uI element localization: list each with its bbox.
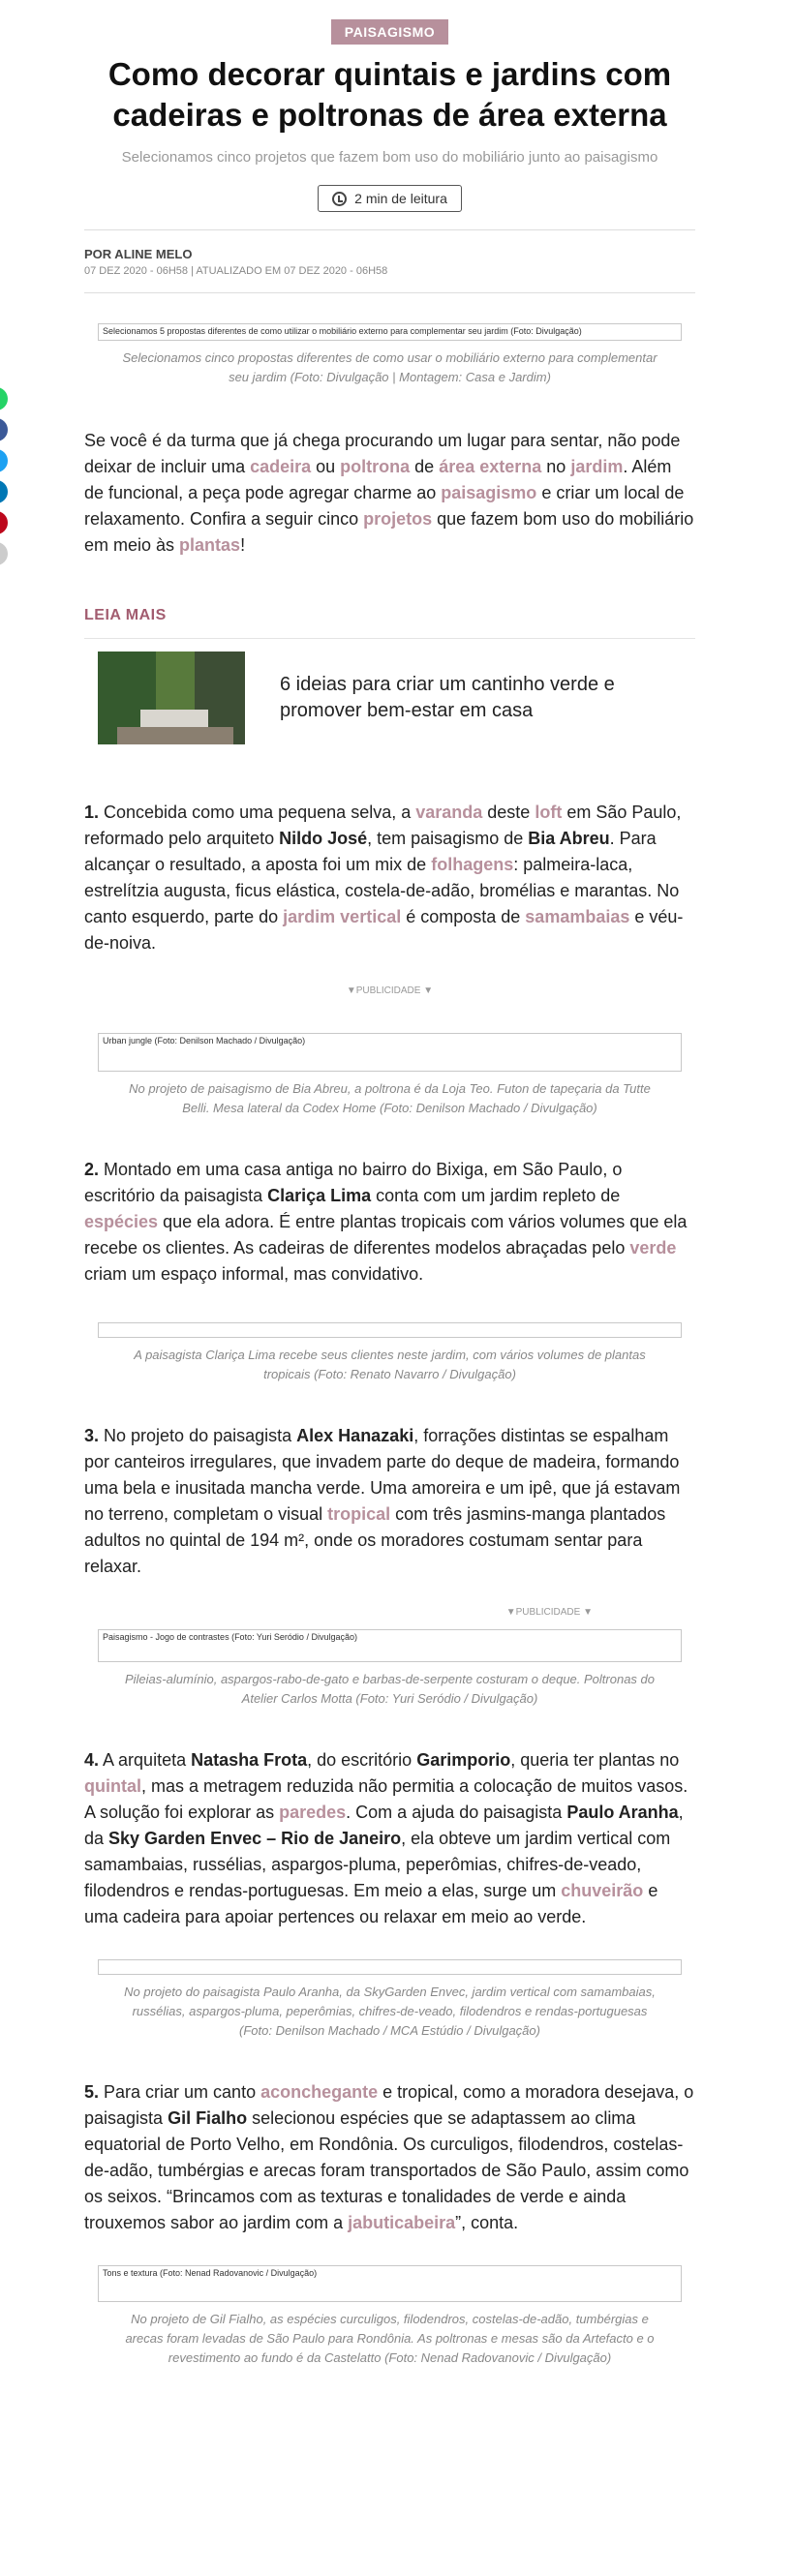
figure-2 <box>98 1033 682 1118</box>
advert-label: ▼PUBLICIDADE ▼ <box>505 1607 593 1618</box>
bold-text: 5. <box>84 2082 100 2102</box>
image-caption: No projeto do paisagista Paulo Aranha, da SkyGarden Envec, jardim vertical com samambaias, russélias, aspargos-pluma, peperômias, chifres-de-veado, filodendros e rendas-portuguesas (Foto: Denilson Machado / MCA Estúdio / Divulgação) <box>124 1985 656 2038</box>
bold-text: Nildo José <box>279 829 368 848</box>
category-tag[interactable]: PAISAGISMO <box>331 19 448 45</box>
advert-label: ▼PUBLICIDADE ▼ <box>346 985 434 996</box>
page-title: Como decorar quintais e jardins com cadeiras e poltronas de área externa <box>107 56 672 133</box>
author-name: POR ALINE MELO <box>84 247 193 261</box>
article-image[interactable]: Tons e textura (Foto: Nenad Radovanovic / Divulgação) <box>98 2265 682 2302</box>
clock-icon <box>332 192 347 206</box>
page-subtitle: Selecionamos cinco projetos que fazem bom uso do mobiliário junto ao paisagismo <box>121 149 658 166</box>
publish-dates: 07 DEZ 2020 - 06H58 | ATUALIZADO EM 07 DEZ 2020 - 06H58 <box>84 265 388 277</box>
pinterest-share-icon[interactable] <box>0 511 8 534</box>
bold-text: 2. <box>84 1160 100 1179</box>
figure-5 <box>98 1959 682 2041</box>
figure-6 <box>98 2265 682 2368</box>
topic-link[interactable]: paisagismo <box>441 483 537 502</box>
bold-text: Gil Fialho <box>168 2108 248 2128</box>
topic-link[interactable]: jabuticabeira <box>348 2213 456 2232</box>
topic-link[interactable]: chuveirão <box>561 1881 644 1900</box>
bold-text: 3. <box>84 1426 100 1445</box>
paragraph-1: 1. Concebida como uma pequena selva, a varanda deste loft em São Paulo, reformado pelo arquiteto Nildo José, tem paisagismo de Bia Abreu. Para alcançar o resultado, a aposta foi um mix de folhagens: palmeira-laca, estrelítzia augusta, ficus elástica, costela-de-adão, bromélias e marantas. No canto esquerdo, parte do jardim vertical é composta de samambaias e véu-de-noiva. <box>84 803 684 953</box>
paragraph-4: 4. A arquiteta Natasha Frota, do escritório Garimporio, queria ter plantas no quintal, mas a metragem reduzida não permitia a colocação de muitos vasos. A solução foi explorar as paredes. Com a ajuda do paisagista Paulo Aranha, da Sky Garden Envec – Rio de Janeiro, ela obteve um jardim vertical com samambaias, russélias, aspargos-pluma, peperômias, chifres-de-veado, filodendros e rendas-portuguesas. Em meio a elas, surge um chuveirão e uma cadeira para apoiar pertences ou relaxar em meio ao verde. <box>84 1750 688 1926</box>
article-image[interactable]: Selecionamos 5 propostas diferentes de como utilizar o mobiliário externo para complementar seu jardim (Foto: Divulgação) <box>98 323 682 341</box>
whatsapp-share-icon[interactable] <box>0 387 8 410</box>
facebook-share-icon[interactable] <box>0 418 8 441</box>
image-caption: No projeto de paisagismo de Bia Abreu, a poltrona é da Loja Teo. Futon de tapeçaria da Tutte Belli. Mesa lateral da Codex Home (Foto: Denilson Machado / Divulgação) <box>129 1081 651 1115</box>
topic-link[interactable]: plantas <box>179 535 241 555</box>
article-image[interactable] <box>98 1322 682 1338</box>
topic-link[interactable]: varanda <box>415 803 483 822</box>
leia-mais-card[interactable] <box>84 638 695 757</box>
topic-link[interactable]: aconchegante <box>260 2082 379 2102</box>
topic-link[interactable]: samambaias <box>525 907 630 926</box>
topic-link[interactable]: verde <box>629 1238 677 1258</box>
figure-3 <box>98 1322 682 1384</box>
bold-text: Paulo Aranha <box>566 1803 679 1822</box>
bold-text: Garimporio <box>416 1750 511 1770</box>
share-bar <box>0 387 8 573</box>
bold-text: Alex Hanazaki <box>296 1426 414 1445</box>
bold-text: Sky Garden Envec – Rio de Janeiro <box>108 1829 402 1848</box>
leia-mais-title[interactable]: 6 ideias para criar um cantinho verde e promover bem-estar em casa <box>280 674 615 721</box>
read-time-badge <box>318 185 462 212</box>
read-time-label: 2 min de leitura <box>354 191 447 206</box>
article-image[interactable]: Urban jungle (Foto: Denilson Machado / Divulgação) <box>98 1033 682 1072</box>
linkedin-share-icon[interactable] <box>0 480 8 503</box>
topic-link[interactable]: jardim vertical <box>283 907 402 926</box>
figure-4 <box>98 1629 682 1709</box>
twitter-share-icon[interactable] <box>0 449 8 472</box>
bold-text: 1. <box>84 803 100 822</box>
paragraph-2: 2. Montado em uma casa antiga no bairro do Bixiga, em São Paulo, o escritório da paisagista Clariça Lima conta com um jardim repleto de espécies que ela adora. É entre plantas tropicais com vários volumes que ela recebe os clientes. As cadeiras de diferentes modelos abraçadas pelo verde criam um espaço informal, mas convidativo. <box>84 1160 688 1284</box>
article <box>84 0 695 2368</box>
image-caption: A paisagista Clariça Lima recebe seus clientes neste jardim, com vários volumes de plantas tropicais (Foto: Renato Navarro / Divulgação) <box>134 1348 646 1381</box>
topic-link[interactable]: área externa <box>439 457 542 476</box>
image-caption: Selecionamos cinco propostas diferentes de como usar o mobiliário externo para complementar seu jardim (Foto: Divulgação | Montagem: Casa e Jardim) <box>122 350 657 384</box>
topic-link[interactable]: loft <box>535 803 563 822</box>
topic-link[interactable]: cadeira <box>250 457 312 476</box>
article-image[interactable]: Paisagismo - Jogo de contrastes (Foto: Yuri Seródio / Divulgação) <box>98 1629 682 1662</box>
bold-text: Bia Abreu <box>528 829 610 848</box>
image-caption: No projeto de Gil Fialho, as espécies curculigos, filodendros, costelas-de-adão, tumbérgias e arecas foram levadas de São Paulo para Rondônia. As poltronas e mesas são da Artefacto e o revestimento ao fundo é da Castelatto (Foto: Nenad Radovanovic / Divulgação) <box>125 2312 655 2365</box>
leia-mais-thumbnail[interactable] <box>98 652 245 744</box>
image-caption: Pileias-alumínio, aspargos-rabo-de-gato e barbas-de-serpente costuram o deque. Poltronas do Atelier Carlos Motta (Foto: Yuri Seródio / Divulgação) <box>124 1672 656 1706</box>
leia-mais-label: LEIA MAIS <box>84 607 167 623</box>
topic-link[interactable]: paredes <box>279 1803 347 1822</box>
intro-paragraph: Se você é da turma que já chega procurando um lugar para sentar, não pode deixar de incluir uma cadeira ou poltrona de área externa no jardim. Além de funcional, a peça pode agregar charme ao paisagismo e criar um local de relaxamento. Confira a seguir cinco projetos que fazem bom uso do mobiliário em meio às plantas! <box>84 431 694 555</box>
topic-link[interactable]: quintal <box>84 1776 141 1796</box>
bold-text: Clariça Lima <box>267 1186 372 1205</box>
topic-link[interactable]: poltrona <box>340 457 411 476</box>
paragraph-5: 5. Para criar um canto aconchegante e tropical, como a moradora desejava, o paisagista Gil Fialho selecionou espécies que se adaptassem ao clima equatorial de Porto Velho, em Rondônia. Os curculigos, filodendros, costelas-de-adão, tumbérgias e arecas foram transportados de São Paulo, assim como os seixos. “Brincamos com as texturas e tonalidades de verde e ainda trouxemos sabor ao jardim com a jabuticabeira”, conta. <box>84 2082 694 2232</box>
topic-link[interactable]: projetos <box>363 509 433 529</box>
topic-link[interactable]: tropical <box>327 1504 391 1524</box>
article-image[interactable] <box>98 1959 682 1975</box>
topic-link[interactable]: folhagens <box>431 855 514 874</box>
bold-text: Natasha Frota <box>191 1750 308 1770</box>
bold-text: 4. <box>84 1750 100 1770</box>
byline <box>84 229 695 293</box>
topic-link[interactable]: jardim <box>570 457 624 476</box>
paragraph-3: 3. No projeto do paisagista Alex Hanazaki, forrações distintas se espalham por canteiros irregulares, que invadem parte do deque de madeira, formando uma bela e inusitada mancha verde. Uma amoreira e um ipê, que já estavam no terreno, completam o visual tropical com três jasmins-manga plantados adultos no quintal de 194 m², onde os moradores costumam sentar para relaxar. <box>84 1426 681 1576</box>
figure-1 <box>98 323 682 387</box>
topic-link[interactable]: espécies <box>84 1212 159 1231</box>
email-share-icon[interactable] <box>0 542 8 565</box>
